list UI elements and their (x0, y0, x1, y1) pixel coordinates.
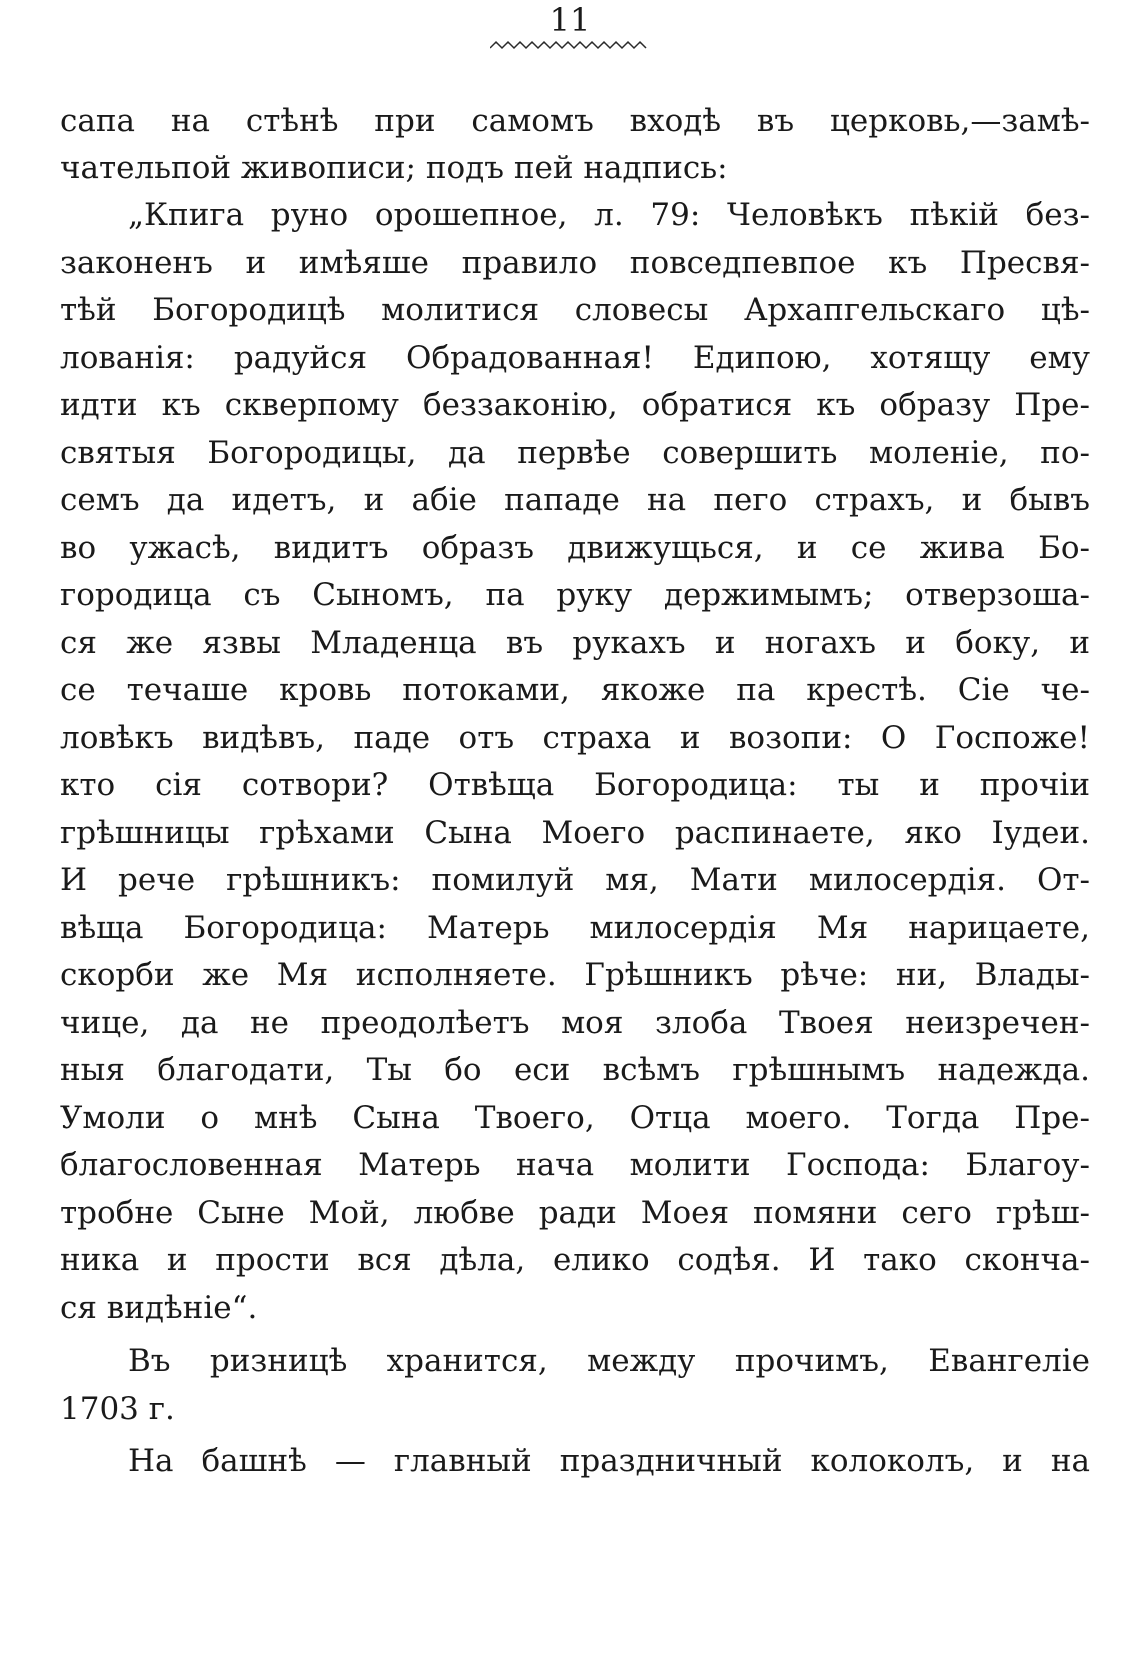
text-line: се течаше кровь потоками, якоже па крестѣ. Сіе че- (60, 672, 1090, 708)
text-line: благословенная Матерь нача молити Господа: Благоу- (60, 1147, 1090, 1183)
text-line: ся видѣніе“. (60, 1290, 258, 1326)
text-line: тробне Сыне Мой, любве ради Моея помяни сего грѣш- (60, 1195, 1090, 1231)
text-line: лованія: радуйся Обрадованная! Едипою, хотящу ему (60, 340, 1090, 376)
text-line: „Кпига руно орошепное, л. 79: Человѣкъ пѣкій без- (128, 197, 1090, 233)
text-line: сапа на стѣнѣ при самомъ входѣ въ церковь,—замѣ- (60, 103, 1090, 139)
text-line: вѣща Богородица: Матерь милосердія Мя нарицаете, (60, 910, 1090, 946)
text-line: скорби же Мя исполняете. Грѣшникъ рѣче: ни, Влады- (60, 957, 1090, 993)
text-line: идти къ скверпому беззаконію, обратися къ образу Пре- (60, 387, 1090, 423)
text-line: во ужасѣ, видитъ образъ движущься, и се жива Бо- (60, 530, 1090, 566)
text-line: Въ ризницѣ хранится, между прочимъ, Евангеліе (128, 1343, 1090, 1379)
page-number: 11 (549, 1, 591, 39)
text-line: ника и прости вся дѣла, елико содѣя. И тако скончa- (60, 1242, 1090, 1278)
text-line: святыя Богородицы, да первѣе совершить моленіе, по- (60, 435, 1090, 471)
text-line: чательпой живописи; подъ пей надпись: (60, 150, 728, 186)
text-line: семъ да идетъ, и абіе пападе на пего страхъ, и бывъ (60, 482, 1090, 518)
text-line: Умоли о мнѣ Сына Твоего, Отца моего. Тогда Пре- (60, 1100, 1090, 1136)
text-line: городица съ Сыномъ, па руку держимымъ; отверзоша- (60, 577, 1090, 613)
text-line: чице, да не преодолѣетъ моя злоба Твоея неизречен- (60, 1005, 1090, 1041)
text-line: тѣй Богородицѣ молитися словесы Архапгельскаго цѣ- (60, 292, 1090, 328)
wavy-ornament-divider (490, 40, 650, 50)
text-line: ся же язвы Младенца въ рукахъ и ногахъ и боку, и (60, 625, 1090, 661)
text-line: И рече грѣшникъ: помилуй мя, Мати милосердія. От- (60, 862, 1090, 898)
text-line: На башнѣ — главный праздничный колоколъ, и на (128, 1443, 1090, 1479)
text-line: кто сія сотвори? Отвѣща Богородица: ты и прочіи (60, 767, 1090, 803)
text-line: законенъ и имѣяше правило повседпевпое къ Пресвя- (60, 245, 1090, 281)
text-line: ловѣкъ видѣвъ, паде отъ страха и возопи: О Госпоже! (60, 720, 1090, 756)
text-line: грѣшницы грѣхами Сына Моего распинаете, яко Іудеи. (60, 815, 1090, 851)
text-line: ныя благодати, Ты бо еси всѣмъ грѣшнымъ надежда. (60, 1052, 1090, 1088)
text-line: 1703 г. (60, 1391, 175, 1427)
